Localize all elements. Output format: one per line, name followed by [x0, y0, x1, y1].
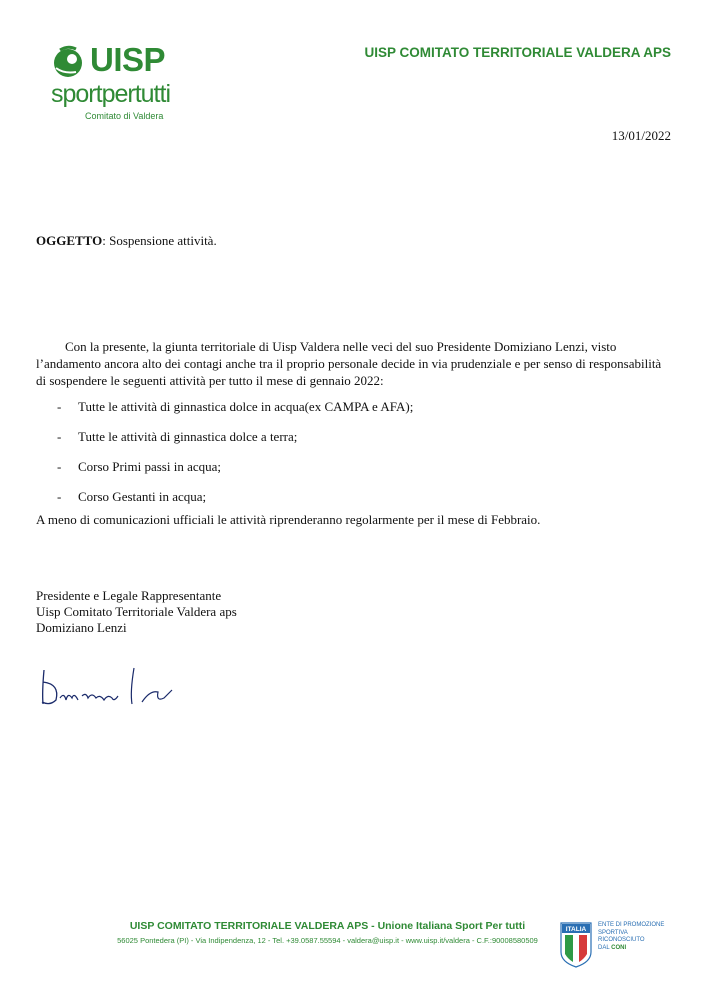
activity-list: [36, 398, 672, 518]
subject-text: : Sospensione attività.: [102, 233, 217, 248]
logo-brand: UISP: [90, 41, 166, 78]
signatory-org: Uisp Comitato Territoriale Valdera aps: [36, 604, 237, 619]
coni-badge: [560, 922, 680, 970]
list-item-text: Tutte le attività di ginnastica dolce a terra;: [78, 429, 298, 444]
uisp-mascot-icon: [50, 44, 90, 78]
list-item: - Corso Primi passi in acqua;: [57, 459, 221, 474]
italia-label: ITALIA: [565, 926, 587, 933]
signatory-role: Presidente e Legale Rappresentante: [36, 588, 222, 603]
list-item: - Tutte le attività di ginnastica dolce a terra;: [57, 429, 298, 444]
subject-line: [36, 233, 217, 249]
uisp-logo: [50, 42, 200, 124]
body-paragraph: [36, 338, 672, 389]
footer-org-line: UISP COMITATO TERRITORIALE VALDERA APS - Unione Italiana Sport Per tutti: [129, 920, 526, 932]
list-item-text: Tutte le attività di ginnastica dolce in acqua(ex CAMPA e AFA);: [78, 399, 414, 414]
list-item-text: Corso Primi passi in acqua;: [78, 459, 221, 474]
header-title: UISP COMITATO TERRITORIALE VALDERA APS: [364, 45, 671, 60]
handwritten-signature: [38, 662, 178, 712]
footer-contact-line: 56025 Pontedera (PI) - Via Indipendenza, 12 - Tel. +39.0587.55594 - valdera@uisp.it - www.uisp.it/valdera - C.F.:90008580509: [117, 936, 538, 945]
subject-label: OGGETTO: [36, 233, 103, 248]
logo-committee: Comitato di Valdera: [85, 111, 164, 121]
italia-shield-icon: [560, 922, 592, 968]
list-item: - Corso Gestanti in acqua;: [57, 489, 207, 504]
list-item-text: Corso Gestanti in acqua;: [78, 489, 207, 504]
letter-date: 13/01/2022: [611, 128, 671, 143]
signatory-block: [36, 588, 237, 636]
coni-badge-text: ENTE DI PROMOZIONE SPORTIVA RICONOSCIUTO DAL CONI: [598, 922, 665, 951]
logo-tagline: sportpertutti: [51, 80, 171, 108]
signatory-name: Domiziano Lenzi: [36, 620, 127, 635]
closing-sentence: A meno di comunicazioni ufficiali le attività riprenderanno regolarmente per il mese di Febbraio.: [36, 512, 541, 527]
list-item: - Tutte le attività di ginnastica dolce in acqua(ex CAMPA e AFA);: [57, 399, 414, 414]
body-paragraph-text: Con la presente, la giunta territoriale di Uisp Valdera nelle veci del suo Presidente Domiziano Lenzi, visto l’andamento ancora alto dei contagi anche tra il proprio personale decide in via prudenziale e per senso di responsabilità di sospendere le seguenti attività per tutto il mese di gennaio 2022:: [36, 339, 662, 388]
